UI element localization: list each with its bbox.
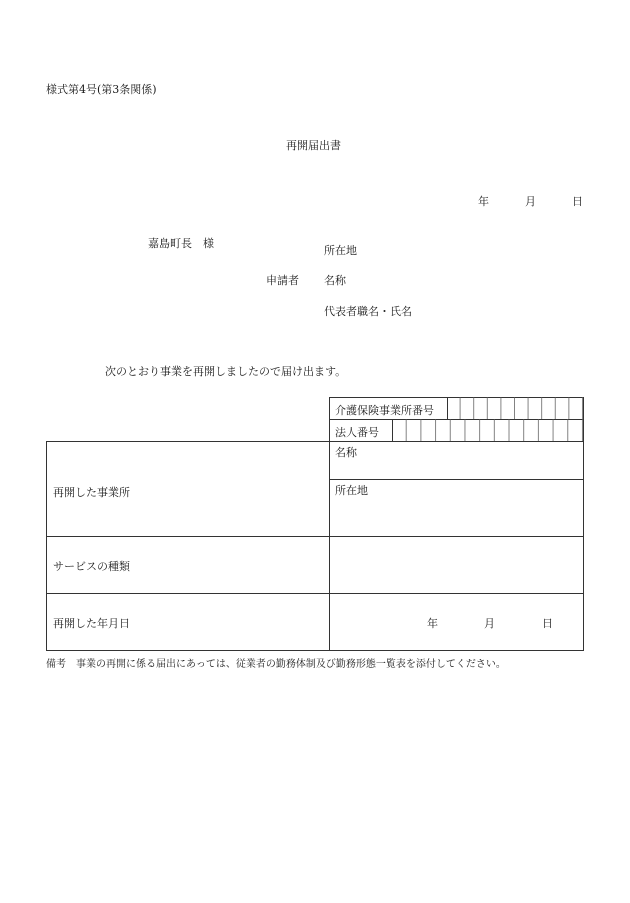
office-label: 再開した事業所 [53, 486, 130, 499]
table-border [46, 441, 47, 651]
office-name-label: 名称 [335, 446, 357, 459]
reopen-date-year-label: 年 [427, 617, 438, 630]
table-border [329, 441, 330, 651]
table-border [46, 593, 584, 594]
insurance-number-digit-boxes[interactable] [447, 397, 583, 419]
corporate-number-label: 法人番号 [335, 426, 379, 439]
date-month-label: 月 [525, 195, 536, 208]
applicant-label: 申請者 [266, 274, 299, 287]
reopen-date-month-label: 月 [484, 617, 495, 630]
reopen-date-day-label: 日 [542, 617, 553, 630]
service-type-label: サービスの種類 [53, 560, 130, 573]
date-day-label: 日 [572, 195, 583, 208]
table-border [46, 536, 584, 537]
table-border [583, 397, 584, 441]
applicant-representative-label: 代表者職名・氏名 [324, 305, 412, 318]
corporate-number-digit-boxes[interactable] [392, 419, 583, 441]
note-text: 備考 事業の再開に係る届出にあっては、従業者の勤務体制及び勤務形態一覧表を添付してください。 [46, 659, 506, 670]
date-year-label: 年 [478, 195, 489, 208]
addressee: 嘉島町長 様 [148, 237, 214, 250]
form-number: 様式第4号(第3条関係) [46, 83, 157, 96]
table-border [46, 441, 584, 442]
table-border [46, 650, 584, 651]
table-border [329, 479, 583, 480]
applicant-address-label: 所在地 [324, 244, 357, 257]
statement-text: 次のとおり事業を再開しましたので届け出ます。 [105, 365, 347, 378]
applicant-name-label: 名称 [324, 274, 346, 287]
document-title: 再開届出書 [286, 139, 341, 152]
insurance-number-label: 介護保険事業所番号 [335, 404, 434, 417]
reopen-date-label: 再開した年月日 [53, 617, 130, 630]
table-border [329, 397, 330, 441]
office-address-label: 所在地 [335, 484, 368, 497]
table-border [583, 441, 584, 651]
